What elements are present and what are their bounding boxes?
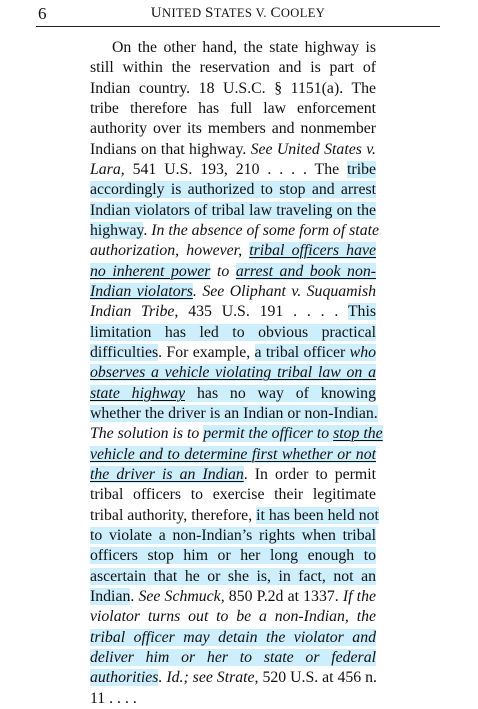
highlighted-text: state highway <box>90 384 186 402</box>
text-segment: See United States v. <box>250 140 376 158</box>
page-number: 6 <box>38 4 47 23</box>
text-segment: See Schmuck, <box>138 587 225 605</box>
text-line <box>90 160 376 180</box>
text-segment: The solution is to <box>90 425 204 443</box>
text-segment: . <box>130 587 139 605</box>
text-segment: 850 P.2d at 1337. <box>224 587 343 605</box>
highlighted-text: difficulties <box>90 343 159 361</box>
text-line <box>90 323 376 343</box>
highlighted-text: arrest and book non- <box>235 262 376 280</box>
text-segment: Indians on that highway. <box>90 140 251 158</box>
text-line <box>90 241 376 261</box>
running-head-c: C <box>270 5 281 21</box>
highlighted-text: limitation has led to obvious practical <box>90 323 376 341</box>
highlighted-text: who <box>349 343 376 361</box>
text-segment: . In order to permit <box>243 465 376 483</box>
text-segment: Indian country. 18 U.S.C. § 1151(a). The <box>90 79 376 97</box>
text-segment: . Id.; see Strate, <box>158 669 259 687</box>
text-segment: 520 U.S. at 456 n. <box>258 669 377 687</box>
text-line <box>90 38 376 58</box>
running-head-tates: TATES V. <box>213 6 271 20</box>
highlighted-text: permit the officer to <box>203 425 334 443</box>
text-line <box>90 546 376 566</box>
text-line <box>90 363 376 383</box>
text-segment: tribe therefore has full law enforcement <box>90 99 376 117</box>
highlighted-text: authorities <box>90 669 159 687</box>
text-segment: violator turns out to be a non-Indian, the <box>90 608 376 626</box>
text-line <box>90 221 379 241</box>
running-head-nited: NITED <box>162 6 206 20</box>
text-line <box>90 607 376 627</box>
highlighted-text: no inherent power <box>90 262 211 280</box>
highlighted-text: This <box>347 303 376 321</box>
text-segment: authorization, however, <box>90 242 250 260</box>
text-line <box>90 445 376 465</box>
highlighted-text: Indian violators of tribal law traveling on the <box>90 201 376 219</box>
text-segment: still within the reservation and is part of <box>90 59 376 77</box>
running-head <box>36 5 440 22</box>
running-head-u: U <box>150 5 163 21</box>
text-segment: tribal officers to exercise their legitimate <box>90 486 376 504</box>
highlighted-text: a tribal officer <box>254 343 350 361</box>
text-segment: 435 U.S. 191 . . . . <box>178 303 348 321</box>
highlighted-text: accordingly is authorized to stop and arrest <box>90 181 376 199</box>
highlighted-text: stop the <box>333 425 383 443</box>
text-line <box>90 119 376 139</box>
quoted-text-block <box>90 38 383 709</box>
text-segment: . <box>143 221 152 239</box>
highlighted-text: Indian violators <box>90 282 193 300</box>
text-line <box>90 648 376 668</box>
highlighted-text: has no way of knowing <box>185 384 376 402</box>
text-line <box>90 282 376 302</box>
highlighted-text: the driver is an Indian <box>90 465 244 483</box>
text-line <box>90 689 376 709</box>
text-line <box>90 506 379 526</box>
text-line <box>90 79 376 99</box>
highlighted-text: vehicle and to determine first whether or not <box>90 445 376 463</box>
text-line <box>90 587 376 607</box>
text-segment: . See Oliphant v. Suquamish <box>192 282 376 300</box>
text-segment: Lara, <box>90 160 125 178</box>
text-line <box>90 262 376 282</box>
text-segment: tribal authority, therefore, <box>90 506 257 524</box>
text-line <box>90 465 376 485</box>
text-line <box>90 99 376 119</box>
highlighted-text: Indian <box>90 587 131 605</box>
text-line <box>90 58 376 78</box>
text-segment: to <box>210 262 236 280</box>
text-segment: 11 . . . . <box>90 689 137 707</box>
highlighted-text: tribal officers have <box>249 242 377 260</box>
text-line <box>90 404 376 424</box>
text-segment: Indian Tribe, <box>90 303 179 321</box>
text-line <box>90 424 383 444</box>
text-segment: In the absence of some form of state <box>151 221 379 239</box>
highlighted-text: to violate a non-Indian’s rights when tribal <box>90 526 376 544</box>
text-line <box>90 628 376 648</box>
text-line <box>90 526 376 546</box>
text-line <box>90 567 376 587</box>
text-line <box>90 180 376 200</box>
highlighted-text: observes a vehicle violating tribal law on a <box>90 364 376 382</box>
text-line <box>90 485 376 505</box>
text-line <box>90 201 376 221</box>
highlighted-text: highway <box>90 221 144 239</box>
text-line <box>90 384 376 404</box>
text-segment: On the other hand, the state highway is <box>112 39 376 56</box>
running-head-ooley: OOLEY <box>280 6 326 20</box>
running-head-s: S <box>205 5 214 21</box>
highlighted-text: ascertain that he or she is, in fact, not an <box>90 567 376 585</box>
text-line <box>90 343 376 363</box>
text-segment: 541 U.S. 193, 210 . . . . The <box>124 160 348 178</box>
highlighted-text: it has been held not <box>256 506 379 524</box>
highlighted-text: whether the driver is an Indian or non-Indian. <box>90 404 378 422</box>
text-segment: If the <box>342 587 376 605</box>
text-segment: . For example, <box>158 343 255 361</box>
highlighted-text: deliver him or her to state or federal <box>90 648 376 666</box>
text-line <box>90 302 376 322</box>
text-line <box>90 668 376 688</box>
text-line <box>90 140 376 160</box>
page-header <box>36 4 440 27</box>
highlighted-text: tribe <box>347 160 376 178</box>
highlighted-text: tribal officer may detain the violator and <box>90 628 376 646</box>
highlighted-text: officers stop him or her long enough to <box>90 547 376 565</box>
text-segment: authority over its members and nonmember <box>90 120 376 138</box>
